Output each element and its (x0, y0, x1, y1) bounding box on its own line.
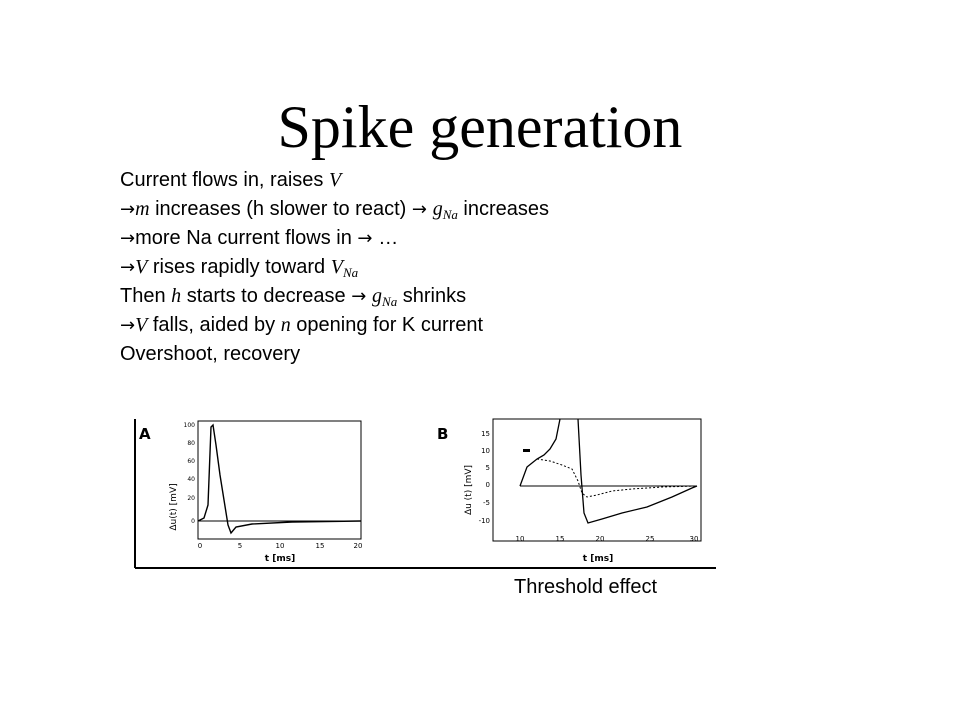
bullet-text: … (378, 227, 399, 249)
panel-b-x-ticks (516, 535, 699, 543)
bullet-line (120, 224, 549, 253)
bullet-line (120, 311, 549, 340)
bullet-text: V (330, 256, 343, 278)
panel-a-spike-trace (198, 425, 361, 533)
arrow-icon: → (357, 228, 379, 249)
bullet-text: Na (442, 207, 458, 222)
panel-a-x-ticks (198, 542, 363, 550)
panel-a-label: A (139, 425, 151, 443)
panel-a-y-ticks (184, 422, 196, 525)
panel-a-ytick: 80 (187, 440, 195, 447)
arrow-icon: → (120, 257, 136, 278)
spike-figure (132, 415, 716, 573)
bullet-text: g (432, 198, 443, 220)
panel-a-xtick: 20 (353, 542, 363, 550)
panel-a-xtick: 5 (237, 542, 243, 550)
slide-title: Spike generation (277, 94, 683, 160)
panel-b-ytick: 10 (481, 447, 490, 455)
panel-a-ylabel: Δu(t) [mV] (169, 483, 179, 531)
panel-a-xtick: 10 (275, 542, 285, 550)
bullet-text: V (328, 169, 342, 191)
panel-b-xlabel: t [ms] (582, 554, 614, 564)
bullet-text: Na (382, 294, 398, 309)
arrow-icon: → (120, 228, 136, 249)
arrow-icon: → (351, 286, 373, 307)
bullet-text: g (372, 285, 383, 307)
panel-b-solid-trace (520, 419, 697, 523)
panel-b-ytick: 5 (485, 464, 490, 472)
bullet-text: h (171, 285, 182, 307)
bullet-text: Na (342, 265, 359, 280)
bullet-line (120, 340, 549, 369)
panel-b (437, 419, 701, 564)
panel-a-ytick: 40 (187, 476, 195, 483)
bullet-text: V (135, 256, 148, 278)
figure-caption: Threshold effect (514, 576, 658, 598)
bullet-text: Current flows in, raises (120, 169, 329, 191)
arrow-icon: → (120, 315, 136, 336)
panel-b-ylabel: Δu (t) [mV] (464, 464, 474, 516)
bullet-list (120, 166, 549, 369)
panel-a-xtick: 15 (315, 542, 325, 550)
bullet-text: Then (120, 285, 172, 307)
panel-b-y-ticks (479, 430, 490, 525)
arrow-icon: → (411, 199, 433, 220)
panel-b-xtick: 10 (515, 535, 525, 543)
panel-a-xtick: 0 (197, 542, 203, 550)
bullet-line (120, 195, 549, 224)
arrow-icon: → (120, 199, 136, 220)
bullet-text: increases (457, 198, 550, 220)
threshold-marker (523, 449, 530, 452)
bullet-text: starts to decrease (181, 285, 352, 307)
panel-b-xtick: 25 (645, 535, 655, 543)
bullet-text: increases (h slower to react) (149, 198, 412, 220)
panel-a-ytick: 60 (187, 458, 195, 465)
bullet-line (120, 253, 549, 282)
bullet-text: opening for K current (290, 314, 484, 336)
bullet-line (120, 282, 549, 311)
panel-b-label: B (437, 425, 449, 443)
panel-a-ytick: 100 (183, 422, 195, 429)
panel-a-ytick: 20 (187, 495, 195, 502)
bullet-text: m (135, 198, 150, 220)
bullet-text: falls, aided by (147, 314, 281, 336)
panel-a (139, 421, 362, 564)
panel-a-xlabel: t [ms] (264, 554, 296, 564)
panel-b-xtick: 20 (595, 535, 605, 543)
panel-b-ytick: 0 (485, 481, 490, 489)
bullet-text: V (135, 314, 148, 336)
panel-b-plot-area (493, 419, 701, 541)
panel-a-ytick: 0 (191, 518, 195, 525)
bullet-text: n (280, 314, 291, 336)
panel-b-xtick: 15 (555, 535, 565, 543)
panel-b-ytick: 15 (481, 430, 490, 438)
bullet-text: Overshoot, recovery (120, 343, 301, 365)
bullet-text: rises rapidly toward (147, 256, 331, 278)
bullet-text: more Na current flows in (135, 227, 358, 249)
panel-b-ytick: -10 (478, 517, 490, 525)
bullet-text: shrinks (397, 285, 467, 307)
panel-b-dotted-trace (537, 459, 697, 497)
panel-b-xtick: 30 (689, 535, 699, 543)
bullet-line (120, 166, 549, 195)
panel-b-ytick: -5 (483, 499, 490, 507)
